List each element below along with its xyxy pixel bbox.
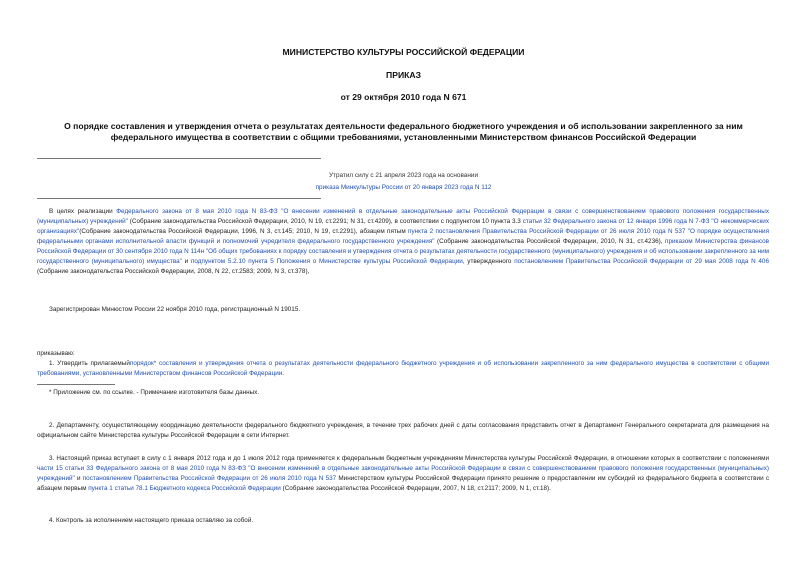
- footnote: [37, 388, 769, 398]
- doc-type-heading: ПРИКАЗ: [386, 70, 421, 80]
- divider-status: [37, 198, 321, 199]
- order-item-2: [37, 421, 769, 441]
- text-fragment: и: [181, 258, 191, 265]
- order-114n-link[interactable]: приказом Министерства финансов Российской Федерации от 30 сентября 2010 года N 114н "Об общих требованиях к порядку составления и утверждения отчета о результатах деятельности государственного (муниципального) учреждения и об использовании закрепленного за ним государственного (муниципального) имущества": [37, 238, 769, 265]
- article-33-link[interactable]: части 15 статьи 33 Федерального закона от 8 мая 2010 года N 83-ФЗ "О внесении изменений в отдельные законодательные акты Российской Федерации в связи с совершенствованием правового положения государственных (муниципальных) учреждений": [37, 465, 769, 482]
- footnote-text: * Приложение см. по ссылке. - Примечание изготовителя базы данных.: [49, 389, 260, 396]
- text-fragment: 3. Настоящий приказ вступает в силу с 1 января 2012 года и до 1 июля 2012 года применяется к федеральным бюджетным учреждениям Министерства культуры Российской Федерации, в отношении которых в соответствии с положениями: [49, 455, 769, 462]
- text-fragment: 1. Утвердить прилагаемый: [49, 360, 130, 367]
- preamble-paragraph: [37, 207, 769, 277]
- document-title: О порядке составления и утверждения отчета о результатах деятельности федерального бюджетного учреждения и об использовании закрепленного за ним федерального имущества в соответствии с общими требованиями, установленными Министерством финансов Российской Федерации: [64, 121, 743, 142]
- registration-text: Зарегистрирован Минюстом России 22 ноября 2010 года, регистрационный N 19015.: [49, 306, 301, 313]
- text-fragment: и: [74, 475, 83, 482]
- repeal-order-link[interactable]: приказа Минкультуры России от 20 января 2023 года N 112: [315, 184, 492, 191]
- divider-top: [37, 158, 321, 159]
- text-fragment: (Собрание законодательства Российской Федерации, 2007, N 18, ст.2117; 2009, N 1, ст.18).: [280, 485, 551, 492]
- regulation-5-2-10-link[interactable]: подпунктом 5.2.10 пункта 5 Положения о Министерстве культуры Российской Федерации: [190, 258, 463, 265]
- law-83fz-link[interactable]: Федерального закона от 8 мая 2010 года N 83-ФЗ "О внесении изменений в отдельные законодательные акты Российской Федерации в связи с совершенствованием правового положения государственных (муниципальных) учреждений": [37, 208, 769, 225]
- footnote-divider: [37, 384, 115, 385]
- text-fragment: (Собрание законодательства Российской Федерации, 2010, N 19, ст.2291; N 31, ст.4209), в соответствии с подпунктом 10 пункта 3.3: [127, 218, 523, 225]
- text-fragment: Министерством культуры Российской Федерации принято решение о предоставлении им субсидий из федерального бюджета в соответствии с абзацем первым: [37, 475, 769, 492]
- item-2-text: 2. Департаменту, осуществляющему координацию деятельности федерального бюджетного учреждения, в течение трех рабочих дней с даты согласования представить отчет в Департамент Генерального секретариата для размещения на официальном сайте Министерства культуры Российской Федерации в сети Интернет.: [37, 422, 769, 439]
- text-fragment: , утвержденного: [462, 258, 515, 265]
- registration-note: [37, 305, 769, 315]
- order-item-3: [37, 454, 769, 494]
- resolution-406-link[interactable]: постановлением Правительства Российской Федерации от 29 мая 2008 года N 406: [514, 258, 769, 265]
- ministry-heading: МИНИСТЕРСТВО КУЛЬТУРЫ РОССИЙСКОЙ ФЕДЕРАЦИИ: [282, 47, 525, 57]
- date-number-heading: от 29 октября 2010 года N 671: [340, 92, 467, 102]
- order-item-1: [37, 359, 769, 379]
- budget-code-link[interactable]: пункта 1 статьи 78.1 Бюджетного кодекса Российской Федерации: [88, 485, 281, 492]
- text-fragment: (Собрание законодательства Российской Федерации, 2008, N 22, ст.2583; 2009, N 3, ст.378),: [37, 268, 310, 275]
- text-fragment: (Собрание законодательства Российской Федерации, 1996, N 3, ст.145; 2010, N 19, ст.2291), абзацем пятым: [79, 228, 409, 235]
- item-4-text: 4. Контроль за исполнением настоящего приказа оставляю за собой.: [49, 517, 254, 524]
- status-link-line: [0, 184, 807, 191]
- law-7fz-link[interactable]: статьи 32 Федерального закона от 12 января 1996 года N 7-ФЗ "О некоммерческих организациях": [37, 218, 769, 235]
- text-fragment: (Собрание законодательства Российской Федерации, 2010, N 31, ст.4236),: [434, 238, 666, 245]
- order-item-4: [37, 516, 769, 526]
- text-fragment: .: [282, 370, 285, 377]
- resolution-537-link-2[interactable]: постановлением Правительства Российской Федерации от 26 июля 2010 года N 537: [82, 475, 337, 482]
- order-command: приказываю:: [37, 350, 75, 357]
- resolution-537-link[interactable]: пункта 2 постановления Правительства Российской Федерации от 26 июля 2010 года N 537 "О порядке осуществления федеральными органами исполнительной власти функций и полномочий учредителя федерального государственного учреждения": [37, 228, 770, 245]
- procedure-link[interactable]: порядок* составления и утверждения отчета о результатах деятельности федерального бюджетного учреждения и об использовании закрепленного за ним федерального имущества в соответствии с общими требованиями, установленными Министерством финансов Российской Федерации: [37, 360, 769, 377]
- status-line: Утратил силу с 21 апреля 2023 года на основании: [328, 172, 479, 179]
- text-fragment: В целях реализации: [49, 208, 117, 215]
